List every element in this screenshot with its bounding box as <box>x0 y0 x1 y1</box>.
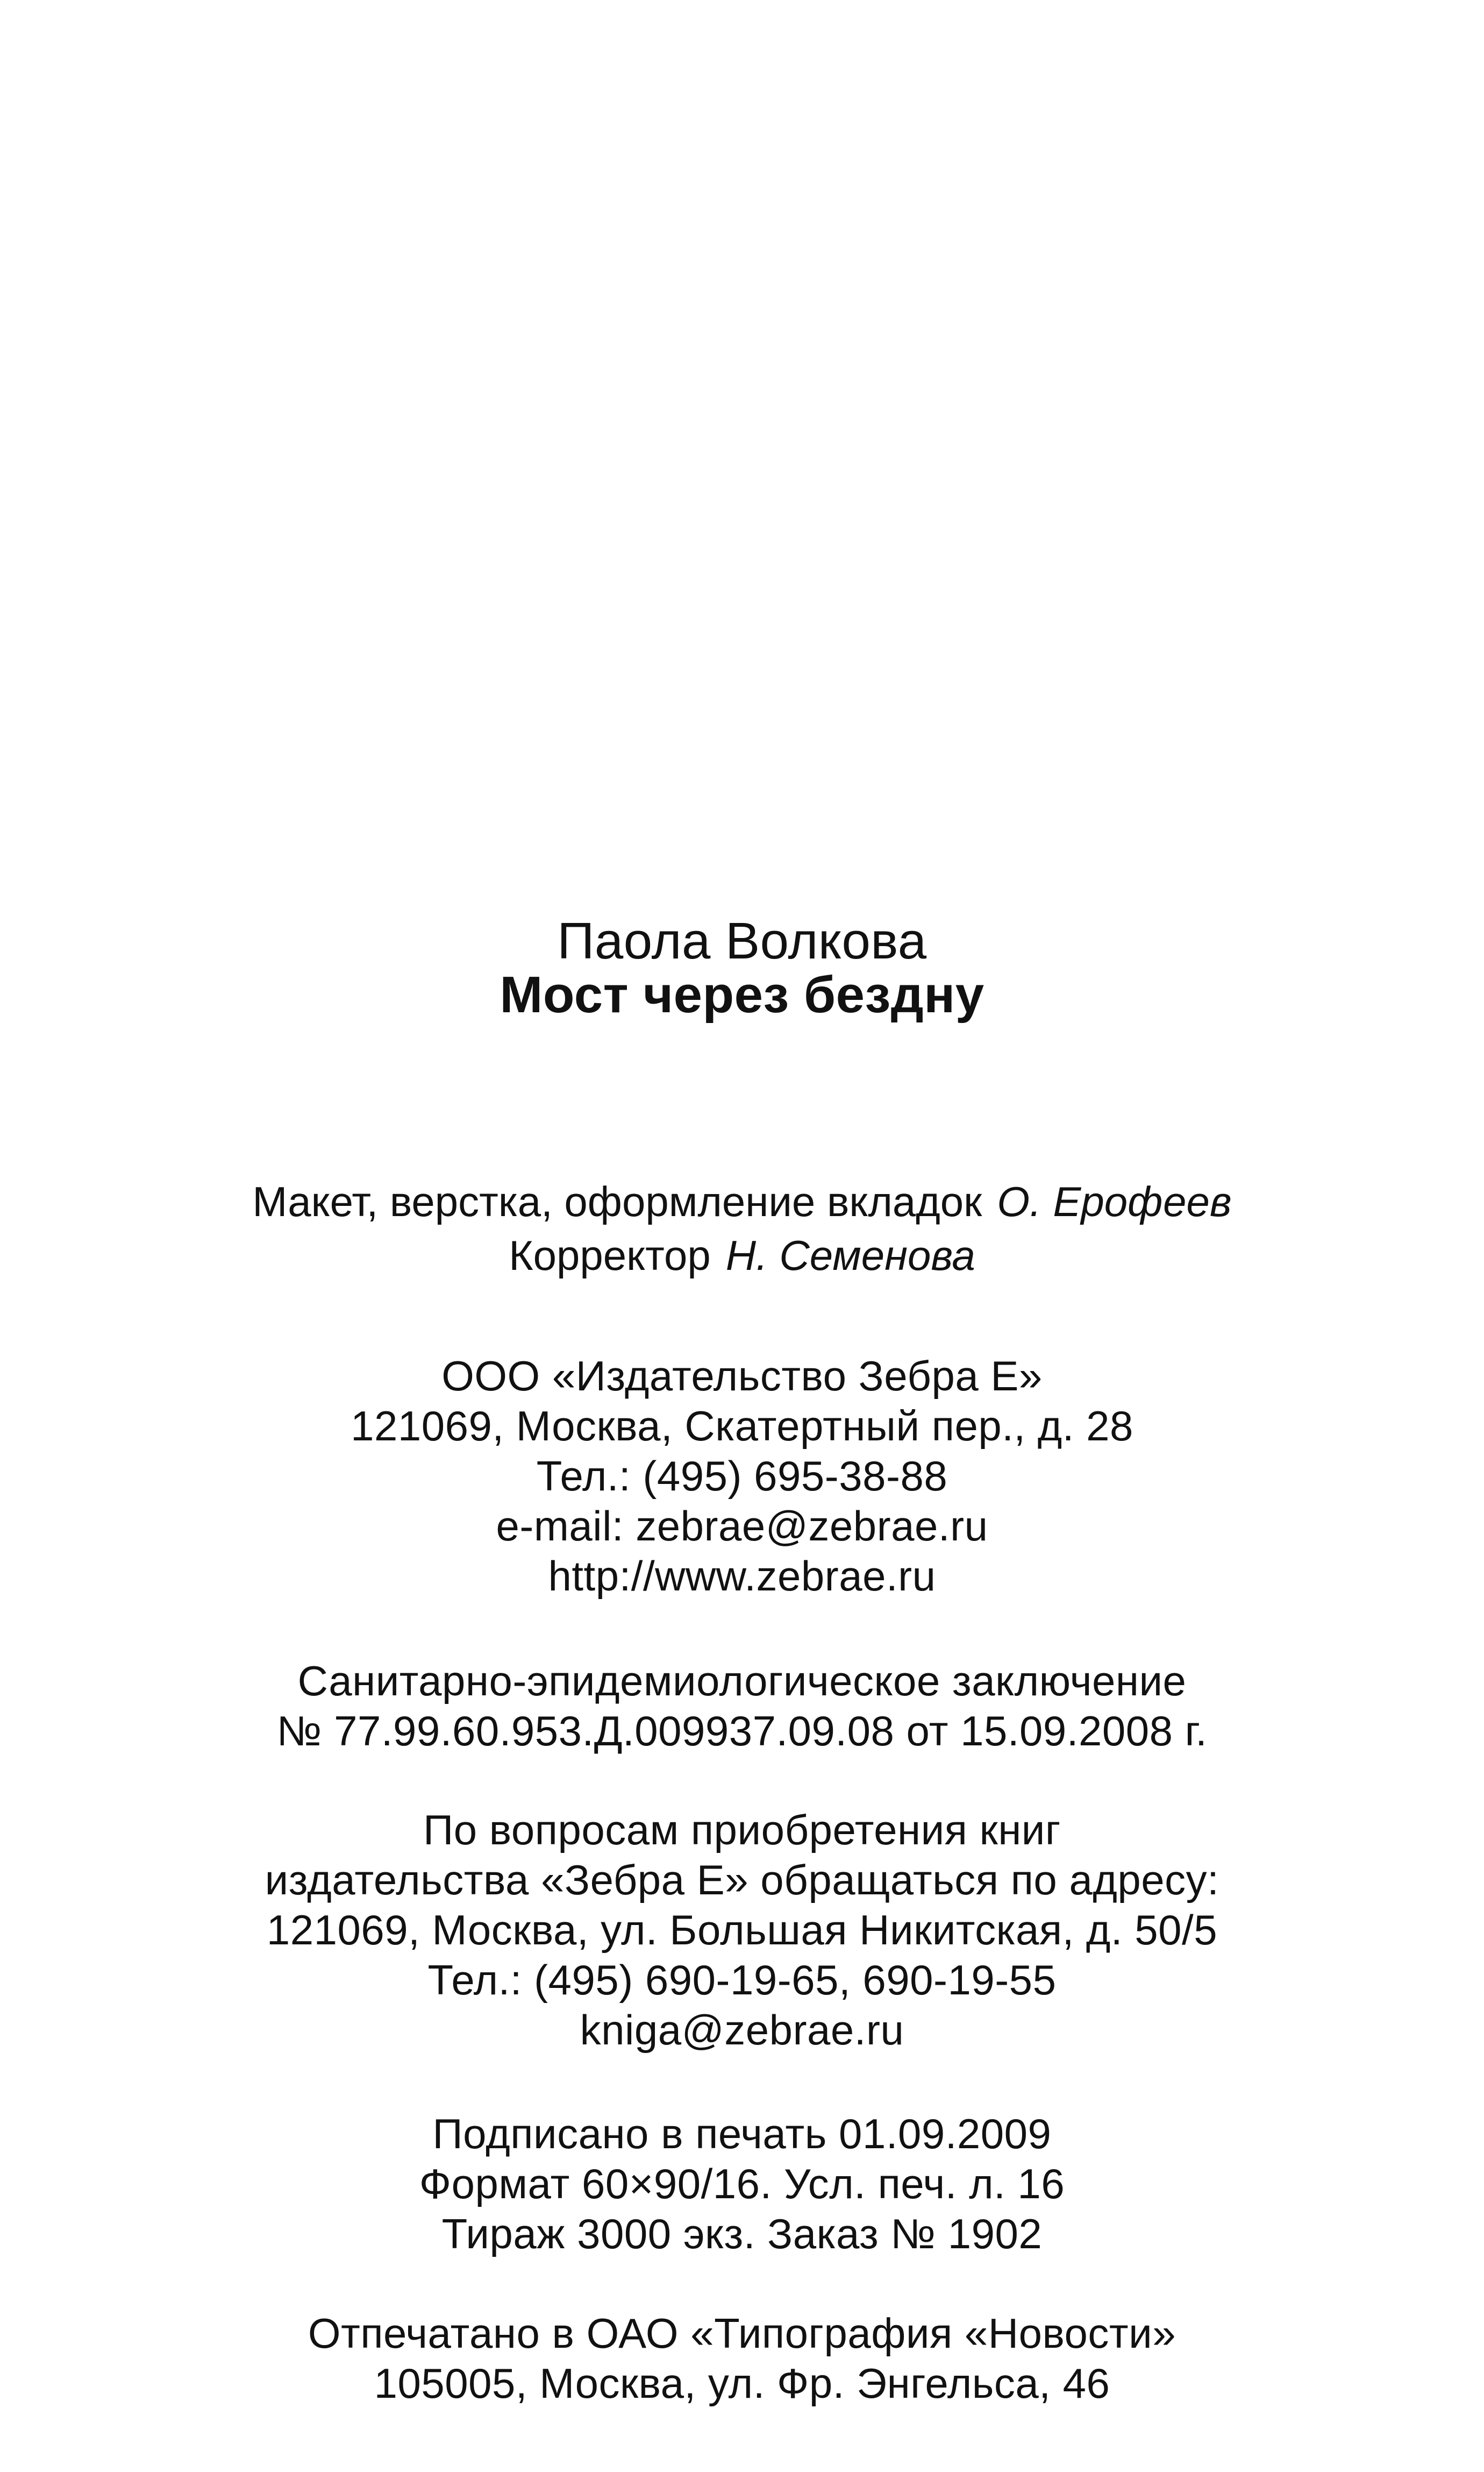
credit-role: Корректор <box>509 1232 711 1279</box>
credit-proofreader <box>0 1228 1484 1282</box>
publisher-address: 121069, Москва, Скатертный пер., д. 28 <box>351 1402 1133 1450</box>
publisher-name: ООО «Издательство Зебра Е» <box>441 1352 1043 1400</box>
credit-role: Макет, верстка, оформление вкладок <box>252 1178 982 1225</box>
printer-block <box>0 2308 1484 2409</box>
purchase-line-1: По вопросам приобретения книг <box>423 1806 1061 1853</box>
sanitary-line-2: № 77.99.60.953.Д.009937.09.08 от 15.09.2008 г. <box>276 1707 1208 1754</box>
purchase-address: 121069, Москва, ул. Большая Никитская, д. 50/5 <box>266 1906 1218 1954</box>
credit-name: Н. Семенова <box>725 1232 975 1279</box>
publisher-block <box>0 1351 1484 1601</box>
purchase-info-block <box>0 1805 1484 2055</box>
publisher-email: e-mail: zebrae@zebrae.ru <box>496 1502 988 1550</box>
sanitary-line-1: Санитарно-эпидемиологическое заключение <box>297 1657 1187 1704</box>
sanitary-certificate-block <box>0 1656 1484 1756</box>
credit-layout <box>0 1175 1484 1228</box>
printer-line-2: 105005, Москва, ул. Фр. Энгельса, 46 <box>374 2360 1110 2407</box>
publisher-phone: Тел.: (495) 695-38-88 <box>536 1452 948 1500</box>
purchase-phone: Тел.: (495) 690-19-65, 690-19-55 <box>427 1956 1057 2004</box>
credit-name: О. Ерофеев <box>997 1178 1232 1225</box>
book-title: Мост через бездну <box>500 966 984 1024</box>
purchase-email: kniga@zebrae.ru <box>580 2006 904 2054</box>
purchase-line-2: издательства «Зебра Е» обращаться по адресу: <box>265 1856 1219 1903</box>
publisher-website: http://www.zebrae.ru <box>548 1552 936 1600</box>
signed-to-print: Подписано в печать 01.09.2009 <box>432 2110 1052 2157</box>
credits-block <box>0 1175 1484 1282</box>
print-format: Формат 60×90/16. Усл. печ. л. 16 <box>419 2160 1065 2207</box>
book-author: Паола Волкова <box>557 912 927 970</box>
title-block <box>0 914 1484 1022</box>
print-run: Тираж 3000 экз. Заказ № 1902 <box>441 2210 1043 2257</box>
printer-line-1: Отпечатано в ОАО «Типография «Новости» <box>308 2310 1176 2357</box>
print-details-block <box>0 2109 1484 2259</box>
